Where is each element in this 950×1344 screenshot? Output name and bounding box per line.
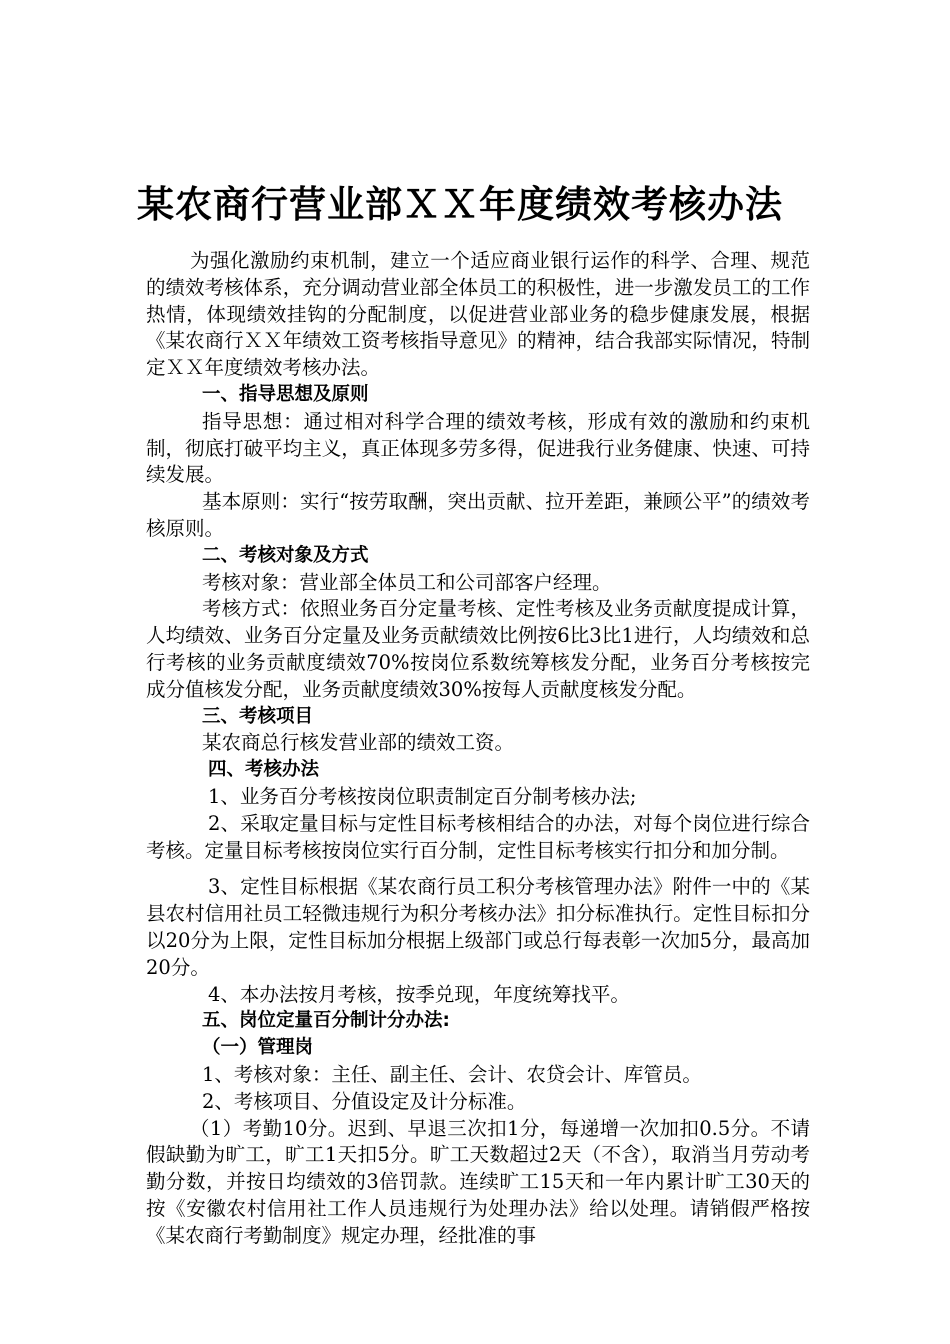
section5-paragraph-1: 1、考核对象：主任、副主任、会计、农贷会计、库管员。 bbox=[202, 1062, 702, 1086]
section5-paragraph-2: 2、考核项目、分值设定及计分标准。 bbox=[202, 1089, 527, 1113]
section5-sub-heading: （一）管理岗 bbox=[202, 1037, 314, 1059]
section-heading-1: 一、指导思想及原则 bbox=[202, 383, 369, 405]
section3-paragraph-1: 某农商总行核发营业部的绩效工资。 bbox=[202, 731, 515, 755]
section2-paragraph-2: 考核方式：依照业务百分定量考核、定性考核及业务贡献度提成计算，人均绩效、业务百分定量及业务贡献绩效比例按6比3比1进行，人均绩效和总行考核的业务贡献度绩效70%按岗位系数统筹核发分配，业务百分考核按完成分值核发分配，业务贡献度绩效30%按每人贡献度核发分配。 bbox=[146, 597, 810, 701]
document-body bbox=[146, 248, 810, 1249]
paragraph-gap bbox=[146, 864, 810, 874]
section4-item-1: 1、业务百分考核按岗位职责制定百分制考核办法; bbox=[208, 784, 637, 808]
section1-paragraph-2: 基本原则：实行“按劳取酬，突出贡献、拉开差距，兼顾公平”的绩效考核原则。 bbox=[146, 490, 810, 540]
section-heading-4: 四、考核办法 bbox=[208, 759, 320, 781]
section4-item-2: 2、采取定量目标与定性目标考核相结合的办法，对每个岗位进行综合考核。定量目标考核按岗位实行百分制，定性目标考核实行扣分和加分制。 bbox=[146, 811, 810, 862]
section4-item-3: 3、定性目标根据《某农商行员工积分考核管理办法》附件一中的《某县农村信用社员工轻微违规行为积分考核办法》扣分标准执行。定性目标扣分以20分为上限，定性目标加分根据上级部门或总行每表彰一次加5分，最高加20分。 bbox=[146, 875, 810, 979]
document-title: 某农商行营业部ＸＸ年度绩效考核办法 bbox=[137, 182, 783, 226]
section-heading-2: 二、考核对象及方式 bbox=[202, 544, 369, 566]
section1-paragraph-1: 指导思想：通过相对科学合理的绩效考核，形成有效的激励和约束机制，彻底打破平均主义，真正体现多劳多得，促进我行业务健康、快速、可持续发展。 bbox=[146, 409, 810, 487]
section-heading-3: 三、考核项目 bbox=[202, 705, 314, 727]
section2-paragraph-1: 考核对象：营业部全体员工和公司部客户经理。 bbox=[202, 570, 612, 594]
section4-item-4: 4、本办法按月考核，按季兑现，年度统筹找平。 bbox=[208, 982, 630, 1006]
intro-paragraph: 为强化激励约束机制，建立一个适应商业银行运作的科学、合理、规范的绩效考核体系，充分调动营业部全体员工的积极性，进一步激发员工的工作热情，体现绩效挂钩的分配制度，以促进营业部业务的稳步健康发展，根据《某农商行ＸＸ年绩效工资考核指导意见》的精神，结合我部实际情况，特制定ＸＸ年度绩效考核办法。 bbox=[146, 249, 810, 380]
section5-paragraph-3: （1）考勤10分。迟到、早退三次扣1分，每递增一次加扣0.5分。不请假缺勤为旷工，旷工1天扣5分。旷工天数超过2天（不含），取消当月劳动考勤分数，并按日均绩效的3倍罚款。连续旷工15天和一年内累计旷工30天的按《安徽农村信用社工作人员违规行为处理办法》给以处理。请销假严格按《某农商行考勤制度》规定办理，经批准的事 bbox=[146, 1116, 810, 1247]
section-heading-5: 五、岗位定量百分制计分办法: bbox=[202, 1010, 450, 1032]
